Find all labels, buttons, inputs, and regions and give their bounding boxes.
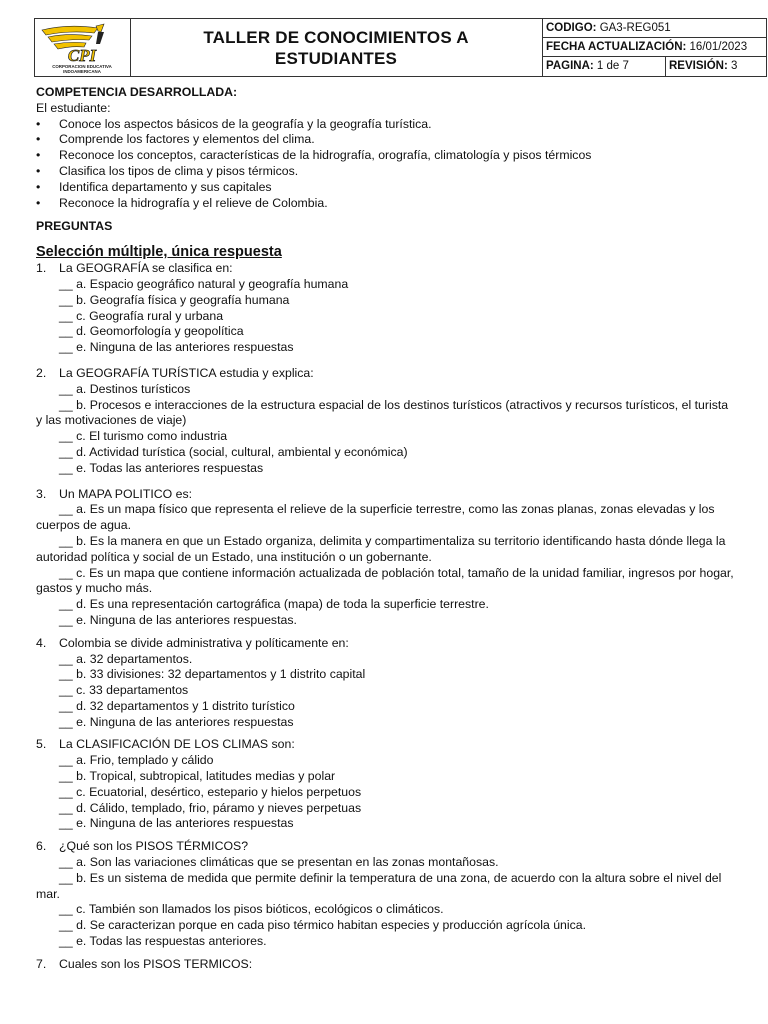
answer-option[interactable]: __ c. El turismo como industria <box>59 429 228 444</box>
document-header <box>34 18 767 77</box>
answer-option[interactable]: __ b. Geografía física y geografía humana <box>59 292 290 307</box>
question-number: 3. <box>36 486 47 501</box>
answer-option[interactable]: __ c. También son llamados los pisos bióticos, ecológicos o climáticos. <box>59 902 444 917</box>
answer-option[interactable]: __ a. Destinos turísticos <box>59 381 191 396</box>
competencia-intro: El estudiante: <box>36 100 111 115</box>
answer-option[interactable]: __ d. Geomorfología y geopolítica <box>59 324 244 339</box>
document-title-text: TALLER DE CONOCIMIENTOS A ESTUDIANTES <box>203 27 469 68</box>
question-block <box>36 366 736 477</box>
fecha-row <box>542 38 766 57</box>
answer-option[interactable]: __ d. Es una representación cartográfica (mapa) de toda la superficie terrestre. <box>59 597 489 612</box>
question-number: 7. <box>36 956 47 971</box>
question-label: Cuales son los PISOS TERMICOS: <box>59 956 253 971</box>
question-number: 4. <box>36 635 47 650</box>
pagina-revision-row <box>542 57 766 76</box>
revision-value: 3 <box>731 60 738 72</box>
question-number: 1. <box>36 261 47 276</box>
document-body <box>36 85 736 973</box>
answer-option[interactable]: __ e. Todas las respuestas anteriores. <box>59 934 267 949</box>
competencia-heading: COMPETENCIA DESARROLLADA: <box>36 85 238 99</box>
question-text <box>36 839 736 855</box>
question-text <box>36 261 736 277</box>
answer-option[interactable]: __ d. 32 departamentos y 1 distrito turístico <box>59 698 295 713</box>
logo-caption-1: CORPORACION EDUCATIVA <box>52 64 112 69</box>
spacer <box>36 950 736 957</box>
cpi-logo <box>38 22 127 74</box>
competencia-item: • Clasifica los tipos de clima y pisos térmicos. <box>36 164 736 180</box>
answer-option[interactable]: __ e. Ninguna de las anteriores respuestas <box>59 714 294 729</box>
answer-option[interactable]: __ d. Actividad turística (social, cultural, ambiental y económica) <box>59 444 408 459</box>
answer-option[interactable]: __ a. Frio, templado y cálido <box>59 753 214 768</box>
question-block <box>36 261 736 356</box>
codigo-row <box>542 19 766 38</box>
answer-option[interactable]: __ e. Ninguna de las anteriores respuestas <box>59 340 294 355</box>
answer-option[interactable]: __ c. Geografía rural y urbana <box>59 308 224 323</box>
answer-option[interactable]: __ b. 33 divisiones: 32 departamentos y 1 distrito capital <box>59 667 366 682</box>
answer-option[interactable]: __ b. Tropical, subtropical, latitudes medias y polar <box>59 769 336 784</box>
revision-label: REVISIÓN: <box>669 60 728 72</box>
fecha-value: 16/01/2023 <box>689 41 748 53</box>
revision-cell <box>669 57 737 75</box>
answer-option[interactable]: __ e. Ninguna de las anteriores respuestas. <box>59 612 297 627</box>
question-label: Colombia se divide administrativa y políticamente en: <box>59 635 349 650</box>
codigo-label: CODIGO: <box>546 22 597 34</box>
pagina-value: 1 de 7 <box>596 60 629 72</box>
question-label: La GEOGRAFÍA TURÍSTICA estudia y explica: <box>59 365 314 380</box>
question-number: 2. <box>36 365 47 380</box>
question-text <box>36 737 736 753</box>
document-meta <box>542 19 766 76</box>
pagina-label: PAGINA: <box>546 60 594 72</box>
answer-option[interactable]: __ b. Es la manera en que un Estado organiza, delimita y compartimentaliza su territorio identificando hasta dónde llega la autoridad política y social de un Estado, una institución o un gobernante. <box>36 533 726 564</box>
answer-option[interactable]: __ c. Es un mapa que contiene información actualizada de población total, tamaño de la unidad familiar, ingresos por hogar, gastos y mucho más. <box>36 565 734 596</box>
question-label: La GEOGRAFÍA se clasifica en: <box>59 261 233 276</box>
competencia-item: • Conoce los aspectos básicos de la geografía y la geografía turística. <box>36 117 736 133</box>
document-title <box>130 19 543 76</box>
answer-option[interactable]: __ e. Ninguna de las anteriores respuestas <box>59 816 294 831</box>
competencia-item: • Reconoce la hidrografía y el relieve de Colombia. <box>36 196 736 212</box>
answer-option[interactable]: __ b. Es un sistema de medida que permite definir la temperatura de una zona, de acuerdo con la altura sobre el nivel del mar. <box>36 870 722 901</box>
question-block <box>36 487 736 629</box>
pagina-cell <box>546 57 629 75</box>
answer-option[interactable]: __ c. Ecuatorial, desértico, estepario y hielos perpetuos <box>59 784 362 799</box>
question-label: Un MAPA POLITICO es: <box>59 486 193 501</box>
logo-cell <box>35 19 131 76</box>
answer-option[interactable]: __ a. Es un mapa físico que representa el relieve de la superficie terrestre, como las zonas planas, zonas elevadas y los cuerpos de agua. <box>36 502 715 533</box>
question-text <box>36 636 736 652</box>
spacer <box>36 356 736 366</box>
question-label: ¿Qué son los PISOS TÉRMICOS? <box>59 839 249 854</box>
section-title: Selección múltiple, única respuesta <box>36 244 282 261</box>
question-list <box>36 261 736 972</box>
question-block <box>36 636 736 731</box>
answer-option[interactable]: __ c. 33 departamentos <box>59 683 189 698</box>
question-text <box>36 487 736 503</box>
competencia-item: • Comprende los factores y elementos del clima. <box>36 132 736 148</box>
codigo-value: GA3-REG051 <box>599 22 671 34</box>
logo-caption-2: INDOAMERICANA <box>63 69 101 74</box>
question-number: 6. <box>36 839 47 854</box>
answer-option[interactable]: __ a. Espacio geográfico natural y geografía humana <box>59 276 349 291</box>
answer-option[interactable]: __ b. Procesos e interacciones de la estructura espacial de los destinos turísticos (atractivos y recursos turísticos, el turista y las motivaciones de viaje) <box>36 397 729 428</box>
answer-option[interactable]: __ d. Se caracterizan porque en cada piso térmico habitan especies y producción agrícola única. <box>59 918 587 933</box>
question-block <box>36 737 736 832</box>
question-text <box>36 366 736 382</box>
question-block <box>36 839 736 950</box>
question-block <box>36 957 736 973</box>
spacer <box>36 477 736 487</box>
question-label: La CLASIFICACIÓN DE LOS CLIMAS son: <box>59 737 295 752</box>
question-text <box>36 957 736 973</box>
preguntas-heading: PREGUNTAS <box>36 219 113 234</box>
answer-option[interactable]: __ a. 32 departamentos. <box>59 651 193 666</box>
answer-option[interactable]: __ d. Cálido, templado, frio, páramo y nieves perpetuas <box>59 800 362 815</box>
answer-option[interactable]: __ a. Son las variaciones climáticas que se presentan en las zonas montañosas. <box>59 855 499 870</box>
fecha-label: FECHA ACTUALIZACIÓN: <box>546 41 687 53</box>
spacer <box>36 629 736 636</box>
cell-divider <box>665 57 666 76</box>
question-number: 5. <box>36 737 47 752</box>
logo-text: CPI <box>67 46 97 65</box>
answer-option[interactable]: __ e. Todas las anteriores respuestas <box>59 460 264 475</box>
competencia-list <box>36 117 736 212</box>
competencia-item: • Reconoce los conceptos, características de la hidrografía, orografía, climatología y pisos térmicos <box>36 148 736 164</box>
competencia-item: • Identifica departamento y sus capitales <box>36 180 736 196</box>
